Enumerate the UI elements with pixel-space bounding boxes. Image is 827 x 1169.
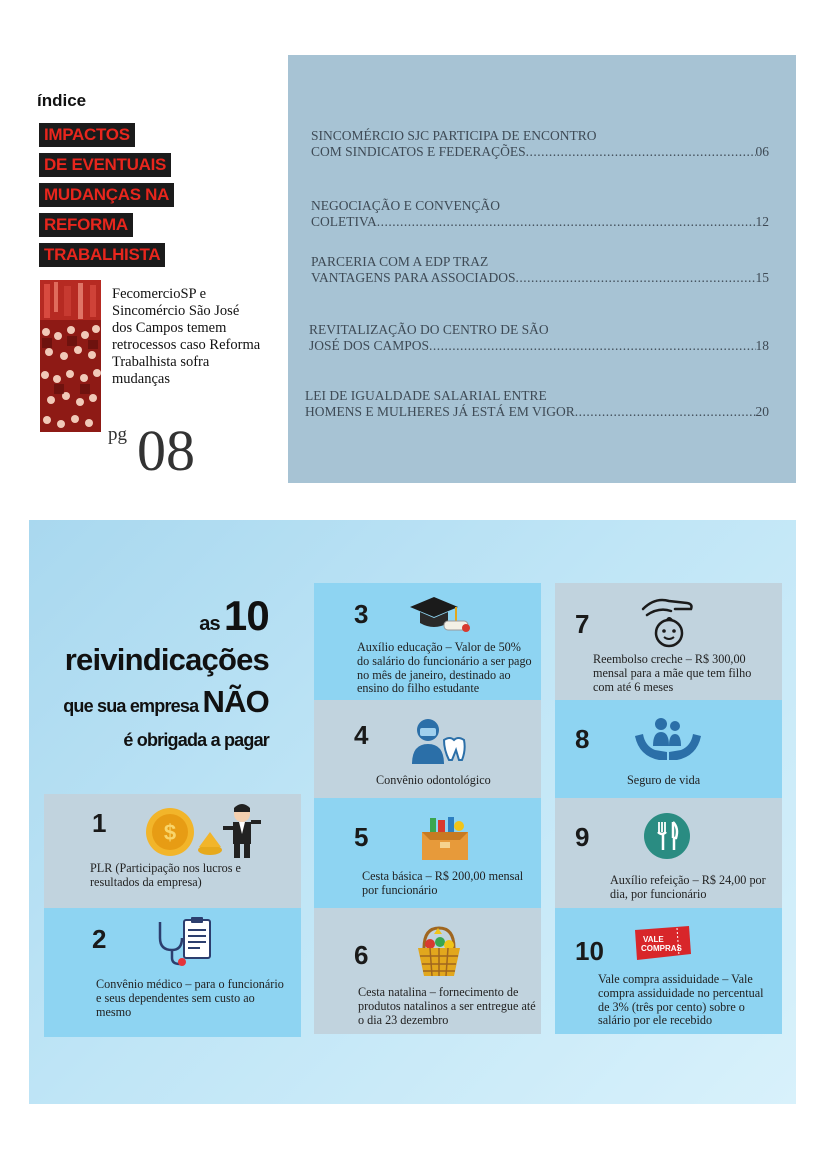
benefit-card-2 (44, 908, 301, 1037)
benefit-number: 10 (575, 936, 604, 966)
benefit-card-9 (555, 798, 782, 908)
page-prefix: pg (108, 424, 127, 445)
benefit-text: Convênio odontológico (376, 773, 491, 787)
toc-entry-line1: PARCERIA COM A EDP TRAZ (311, 254, 489, 269)
benefit-number: 6 (354, 940, 369, 970)
benefit-number: 4 (354, 720, 369, 750)
benefit-text: PLR (Participação nos lucros e resultados da empresa) (90, 861, 241, 889)
toc-entry-line2: COM SINDICATOS E FEDERAÇÕES (311, 143, 526, 159)
page-number: 08 (137, 418, 195, 483)
title-line4: é obrigada a pagar (123, 730, 269, 750)
benefit-card-7 (555, 583, 782, 700)
svg-text:$: $ (163, 820, 177, 845)
fork-knife-icon (643, 812, 691, 865)
toc-entry-line1: REVITALIZAÇÃO DO CENTRO DE SÃO (309, 322, 549, 337)
benefit-card-6 (314, 908, 541, 1034)
toc-entry-line2: VANTAGENS PARA ASSOCIADOS (311, 269, 516, 285)
family-hands-icon (633, 714, 703, 769)
toc-leader-dots (429, 338, 755, 354)
benefit-text: Seguro de vida (627, 773, 701, 787)
benefit-text: Auxílio refeição – R$ 24,00 por dia, por funcionário (610, 873, 766, 901)
benefit-card-10 (555, 908, 782, 1034)
benefit-number: 7 (575, 609, 590, 639)
toc-entry-line2: JOSÉ DOS CAMPOS (309, 337, 430, 353)
toc-entry-page: 15 (755, 269, 769, 285)
voucher-line2: COMPRAS (641, 944, 682, 953)
voucher-line1: VALE (643, 935, 664, 944)
benefit-text: Cesta básica – R$ 200,00 mensal por funcionário (362, 869, 524, 897)
benefit-text: Vale compra assiduidade – Vale compra assiduidade no percentual de 3% (três por cento) sobre o salário por ele recebido (598, 972, 764, 1028)
dentist-tooth-icon (410, 716, 466, 771)
benefit-card-8 (555, 700, 782, 798)
toc-entry[interactable] (305, 388, 769, 419)
benefit-card-5 (314, 798, 541, 908)
toc-entry-page: 18 (755, 337, 769, 353)
index-label: índice (37, 91, 87, 110)
stethoscope-clipboard-icon (154, 916, 216, 971)
graduation-cap-icon (408, 595, 470, 640)
toc-entry-line1: NEGOCIAÇÃO E CONVENÇÃO (311, 198, 500, 213)
benefits-infographic (29, 520, 796, 1104)
toc-entry-line1: LEI DE IGUALDADE SALARIAL ENTRE (305, 388, 547, 403)
benefit-number: 3 (354, 599, 369, 629)
benefit-text: Convênio médico – para o funcionário e seus dependentes sem custo ao mesmo (96, 977, 284, 1019)
toc-entry-line2: HOMENS E MULHERES JÁ ESTÁ EM VIGOR (305, 403, 575, 419)
headline-line: MUDANÇAS NA (39, 183, 174, 207)
headline-line: TRABALHISTA (39, 243, 165, 267)
toc-entry-page: 20 (755, 403, 769, 419)
toc-entry-line2: COLETIVA (311, 213, 377, 229)
title-number: 10 (223, 592, 269, 639)
toc-leader-dots (515, 270, 755, 286)
lead-text: FecomercioSP e Sincomércio São José dos Campos temem retrocessos caso Reforma Trabalhista sofra mudanças (112, 286, 261, 387)
benefit-number: 5 (354, 822, 369, 852)
benefit-number: 8 (575, 724, 590, 754)
toc-entry-page: 12 (755, 213, 769, 229)
title-as: as (199, 613, 220, 635)
headline-line: REFORMA (39, 213, 133, 237)
toc-entry[interactable] (309, 322, 769, 353)
coins-businessman-icon (144, 802, 264, 865)
baby-hand-icon (641, 595, 697, 656)
voucher-ticket-icon (631, 924, 695, 969)
crowd-photo (40, 280, 101, 432)
toc-entry-line1: SINCOMÉRCIO SJC PARTICIPA DE ENCONTRO (311, 128, 597, 143)
infographic-title (29, 592, 269, 762)
toc-leader-dots (575, 404, 756, 420)
benefit-card-4 (314, 700, 541, 798)
title-nao: NÃO (202, 684, 269, 719)
headline-line: IMPACTOS (39, 123, 135, 147)
christmas-basket-icon (414, 924, 464, 985)
benefit-number: 9 (575, 822, 590, 852)
toc-entry[interactable] (311, 198, 769, 229)
benefit-number: 1 (92, 808, 107, 838)
table-of-contents (288, 55, 796, 483)
benefit-card-3 (314, 583, 541, 700)
grocery-box-icon (418, 816, 472, 867)
benefit-number: 2 (92, 924, 107, 954)
toc-leader-dots (526, 144, 756, 160)
benefit-text: Reembolso creche – R$ 300,00 mensal para a mãe que tem filho com até 6 meses (593, 652, 752, 694)
benefit-text: Auxílio educação – Valor de 50% do salário do funcionário a ser pago no mês de janeiro, destinado ao ensino do filho estudante (357, 640, 532, 696)
toc-entry-page: 06 (755, 143, 769, 159)
headline-line: DE EVENTUAIS (39, 153, 171, 177)
toc-entry[interactable] (311, 254, 769, 285)
toc-entry[interactable] (311, 128, 769, 159)
benefit-card-1 (44, 794, 301, 908)
title-word: reivindicações (64, 642, 269, 677)
title-line3: que sua empresa (63, 696, 199, 716)
benefit-text: Cesta natalina – fornecimento de produtos natalinos a ser entregue até o dia 23 dezembro (358, 985, 536, 1027)
feature-headline[interactable] (39, 123, 174, 273)
toc-leader-dots (377, 214, 756, 230)
